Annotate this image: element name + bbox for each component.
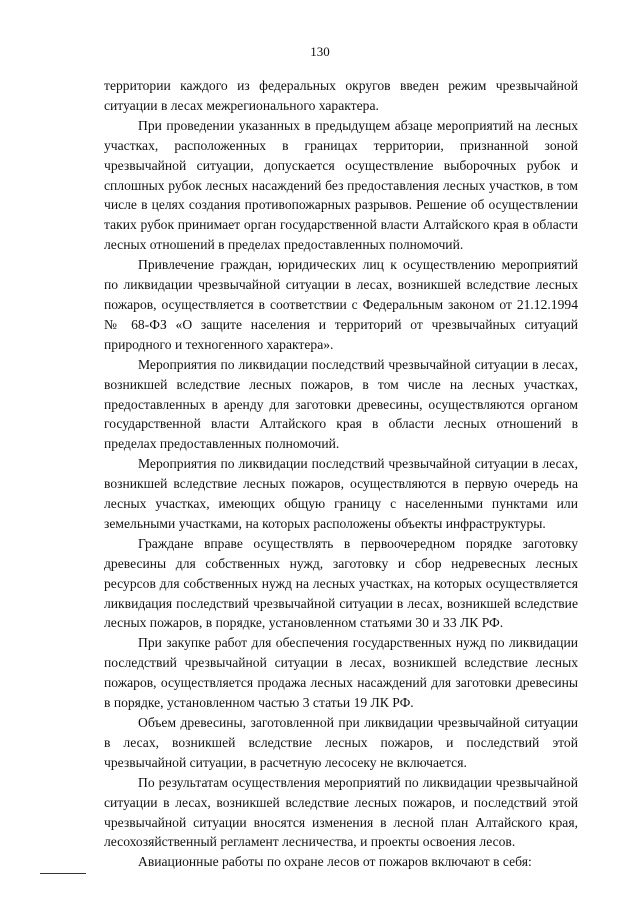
paragraph-priority-areas: Мероприятия по ликвидации последствий чрезвычайной ситуации в лесах, возникшей вследствие лесных пожаров, осуществляются в первую очередь на лесных участках, имеющих общую границу с населенными пунктами или земельными участками, на которых расположены объекты инфраструктуры. bbox=[104, 456, 578, 531]
paragraph-aftermath-measures: Мероприятия по ликвидации последствий чрезвычайной ситуации в лесах, возникшей вследствие лесных пожаров, в том числе на лесных участках, предоставленных в аренду для заготовки древесины, осуществляются органом государственной власти Алтайского края в области лесных отношений в пределах предоставленных полномочий. bbox=[104, 356, 578, 452]
paragraph-plan-amendments: По результатам осуществления мероприятий по ликвидации чрезвычайной ситуации в лесах, возникшей вследствие лесных пожаров, и последствий этой чрезвычайной ситуации вносятся изменения в лесной план Алтайского края, лесохозяйственный регламент лесничества, и проекты освоения лесов. bbox=[104, 774, 578, 850]
paragraph-citizens-harvesting: Граждане вправе осуществлять в первоочередном порядке заготовку древесины для собственных нужд, заготовку и сбор недревесных лесных ресурсов для собственных нужд на лесных участках, на которых осуществляется ликвидация последствий чрезвычайной ситуации в лесах, возникшей вследствие лесных пожаров, в порядке, установленном статьями 30 и 33 ЛК РФ. bbox=[104, 535, 578, 631]
paragraph-continuation: территории каждого из федеральных округов введен режим чрезвычайной ситуации в лесах межрегионального характера. bbox=[104, 78, 578, 113]
document-body bbox=[104, 76, 578, 872]
paragraph-procurement: При закупке работ для обеспечения государственных нужд по ликвидации последствий чрезвычайной ситуации в лесах, возникшей вследствие лесных пожаров, осуществляется продажа лесных насаждений для заготовки древесины в порядке, установленном частью 3 статьи 19 ЛК РФ. bbox=[104, 635, 578, 711]
paragraph-wood-volume: Объем древесины, заготовленной при ликвидации чрезвычайной ситуации в лесах, возникшей вследствие лесных пожаров, и последствий этой чрезвычайной ситуации, в расчетную лесосеку не включается. bbox=[104, 715, 578, 770]
paragraph-clearcutting: При проведении указанных в предыдущем абзаце мероприятий на лесных участках, расположенных в границах территории, признанной зоной чрезвычайной ситуации, допускается осуществление выборочных рубок и сплошных рубок лесных насаждений без предоставления лесных участков, в том числе в целях создания противопожарных разрывов. Решение об осуществлении таких рубок принимает орган государственной власти Алтайского края в области лесных отношений в пределах предоставленных полномочий. bbox=[104, 117, 578, 253]
paragraph-involvement-of-citizens: Привлечение граждан, юридических лиц к осуществлению мероприятий по ликвидации чрезвычайной ситуации в лесах, возникшей вследствие лесных пожаров, осуществляется в соответствии с Федеральным законом от 21.12.1994 № 68-ФЗ «О защите населения и территорий от чрезвычайных ситуаций природного и техногенного характера». bbox=[104, 257, 578, 352]
page-number: 130 bbox=[310, 44, 330, 59]
footnote-separator bbox=[40, 873, 86, 874]
paragraph-aviation-works: Авиационные работы по охране лесов от пожаров включают в себя: bbox=[138, 854, 532, 870]
